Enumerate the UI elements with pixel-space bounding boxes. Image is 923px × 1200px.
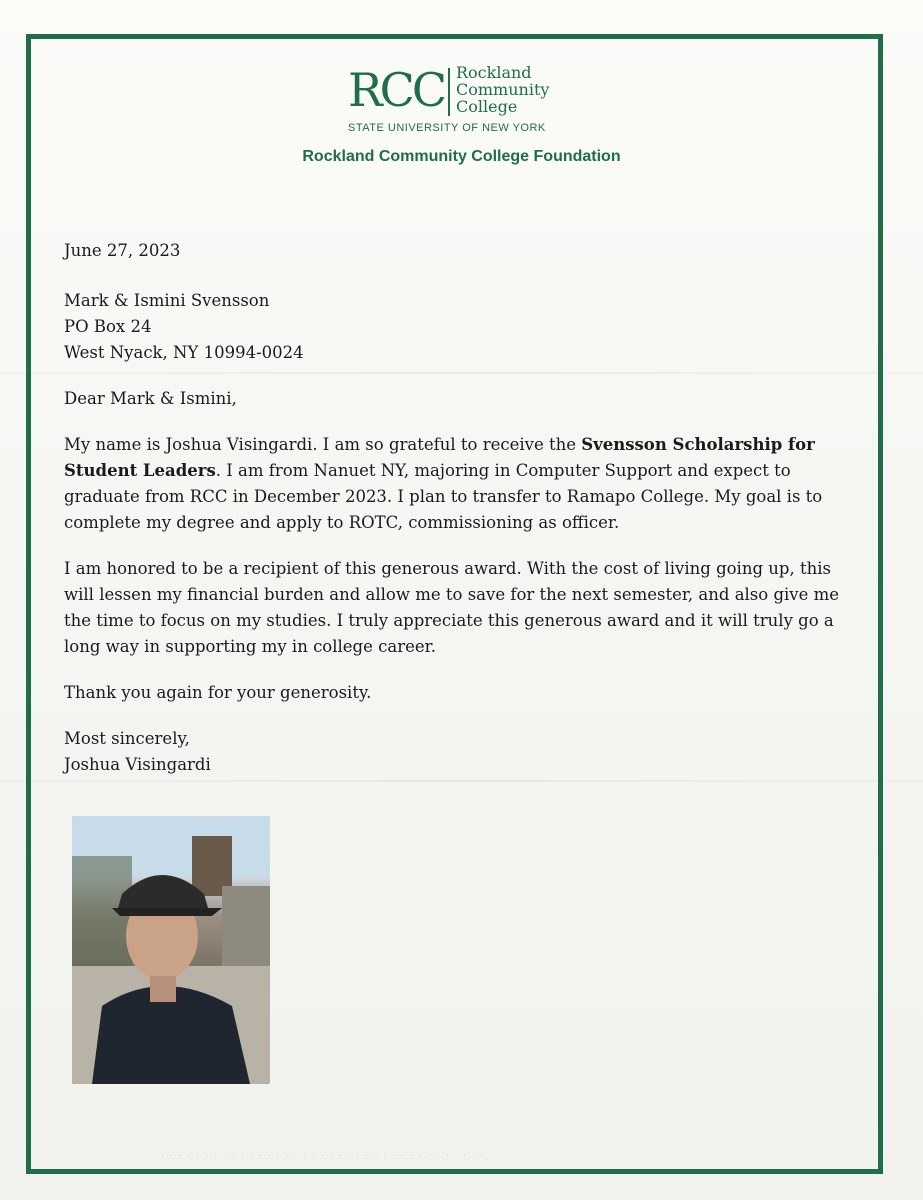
logo-name — [456, 64, 549, 115]
recipient-address — [64, 288, 854, 366]
logo-mark: RCC — [348, 63, 445, 117]
intro-text: My name is Joshua Visingardi. I am so grateful to receive the — [64, 435, 582, 454]
letter-date: June 27, 2023 — [64, 241, 181, 260]
intro-text: . I am from Nanuet NY, majoring in Computer Support and expect to graduate from RCC in December 2023. I plan to transfer to Ramapo College. My goal is to complete my degree and apply to ROTC, commissioning as officer. — [64, 461, 823, 532]
scholarship-name: Svensson Scholarship for Student Leaders — [64, 435, 815, 480]
address-line: Mark & Ismini Svensson — [64, 291, 270, 310]
signature-name: Joshua Visingardi — [64, 755, 211, 774]
closing: Most sincerely, — [64, 729, 190, 748]
logo-tagline: STATE UNIVERSITY OF NEW YORK — [348, 122, 546, 134]
student-photo — [72, 816, 270, 1084]
logo-name-line: College — [456, 97, 518, 116]
logo-name-line: Community — [456, 80, 550, 99]
letter-body — [64, 238, 854, 778]
closing-block — [64, 726, 854, 778]
address-line: West Nyack, NY 10994-0024 — [64, 343, 304, 362]
photo-illustration — [72, 816, 270, 1084]
paragraph-intro — [64, 432, 854, 536]
address-line: PO Box 24 — [64, 317, 152, 336]
logo-divider — [448, 68, 450, 116]
logo-name-line: Rockland — [456, 63, 532, 82]
thanks-line: Thank you again for your generosity. — [64, 683, 372, 702]
paragraph-gratitude: I am honored to be a recipient of this generous award. With the cost of living going up, this will lessen my financial burden and allow me to save for the next semester, and also give me the time to focus on my studies. I truly appreciate this generous award and it will truly go a long way in supporting my in college career. — [64, 559, 840, 656]
foundation-name: Rockland Community College Foundation — [302, 148, 621, 165]
rcc-logo — [348, 64, 568, 144]
salutation: Dear Mark & Ismini, — [64, 389, 237, 408]
footer-bleed-through: · · · · · · · · · · · · · · · · · · · · · · · · · · · · · · · · · · · · · — [160, 1148, 485, 1164]
